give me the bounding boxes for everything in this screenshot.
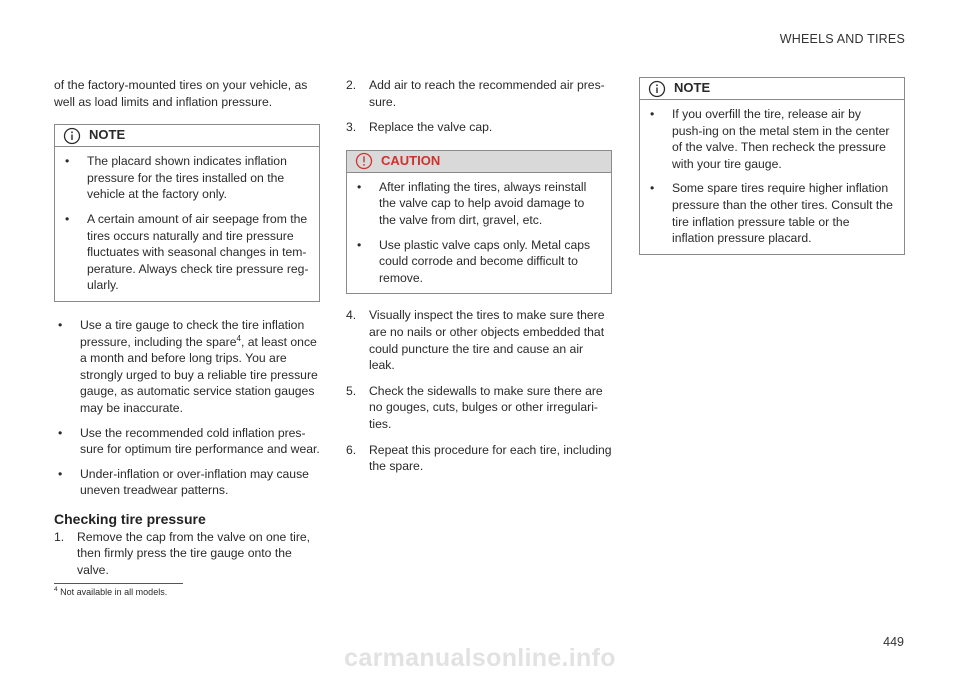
step-item: 1. Remove the cap from the valve on one tire, then firmly press the tire gauge onto the valve. [54,529,311,578]
note-item: • If you overfill the tire, release air by push-ing on the metal stem in the center of the valve. Then recheck the pressure with your tire gauge. [650,107,890,171]
exclamation-circle-icon [355,152,373,170]
step-item: 6. Repeat this procedure for each tire, including the spare. [346,442,612,474]
caution-item: • Use plastic valve caps only. Metal caps could corrode and become difficult to remove. [357,237,591,285]
note-box [54,124,320,302]
caution-header [347,151,611,173]
note-item: • Some spare tires require higher inflation pressure than the other tires. Consult the tire inflation pressure table or the inflation pressure placard. [650,181,893,246]
column-1 [54,77,320,588]
step-item: 2. Add air to reach the recommended air pres-sure. [346,78,605,109]
list-item: • Use the recommended cold inflation pres-sure for optimum tire performance and wear. [58,425,320,457]
steps-list [346,307,612,474]
caution-item: • After inflating the tires, always reinstall the valve cap to help avoid damage to the valve from dirt, gravel, etc. [357,179,587,227]
column-2 [346,77,612,484]
footnote: $^4$ Not available in all models. [54,586,168,597]
note-item: • A certain amount of air seepage from the tires occurs naturally and tire pressure fluctuates with seasonal changes in tem-perature. Always check tire pressure reg-ularly. [65,211,309,293]
footnote-ref: 4 [236,333,241,343]
footnote-divider [54,583,183,584]
note-header [640,78,904,100]
note-title: NOTE [89,127,126,143]
steps-list [54,529,320,579]
list-item: • Use a tire gauge to check the tire inflation pressure, including the spare$^4$, at least once a month and before long trips. You are strongly urged to buy a reliable tire pressure gauge, as automatic service station gauges may be inaccurate. [58,317,318,415]
step-item: 5. Check the sidewalls to make sure there are no gouges, cuts, bulges or other irregulari-ties. [346,383,603,431]
caution-box [346,150,612,295]
intro-paragraph: of the factory-mounted tires on your vehicle, as well as load limits and inflation pressure. [54,78,308,109]
note-title: NOTE [674,80,711,96]
steps-list [346,77,612,136]
note-header [55,125,319,147]
tips-list [54,317,320,499]
watermark: carmanualsonline.info [344,644,616,672]
note-item: • The placard shown indicates inflation pressure for the tires installed on the vehicle at the factory only. [65,154,287,202]
section-heading: Checking tire pressure [54,510,206,527]
section-title: WHEELS AND TIRES [779,32,905,46]
step-item: 4. Visually inspect the tires to make sure there are no nails or other objects embedded that could puncture the tire and cause an air leak. [346,308,605,373]
page-number: 449 [883,635,904,649]
info-circle-icon [63,127,81,145]
info-circle-icon [648,80,666,98]
caution-title: CAUTION [381,152,441,168]
note-box [639,77,905,255]
step-item: 3. Replace the valve cap. [346,120,493,135]
list-item: • Under-inflation or over-inflation may cause uneven treadwear patterns. [58,466,309,498]
column-3 [639,77,905,255]
